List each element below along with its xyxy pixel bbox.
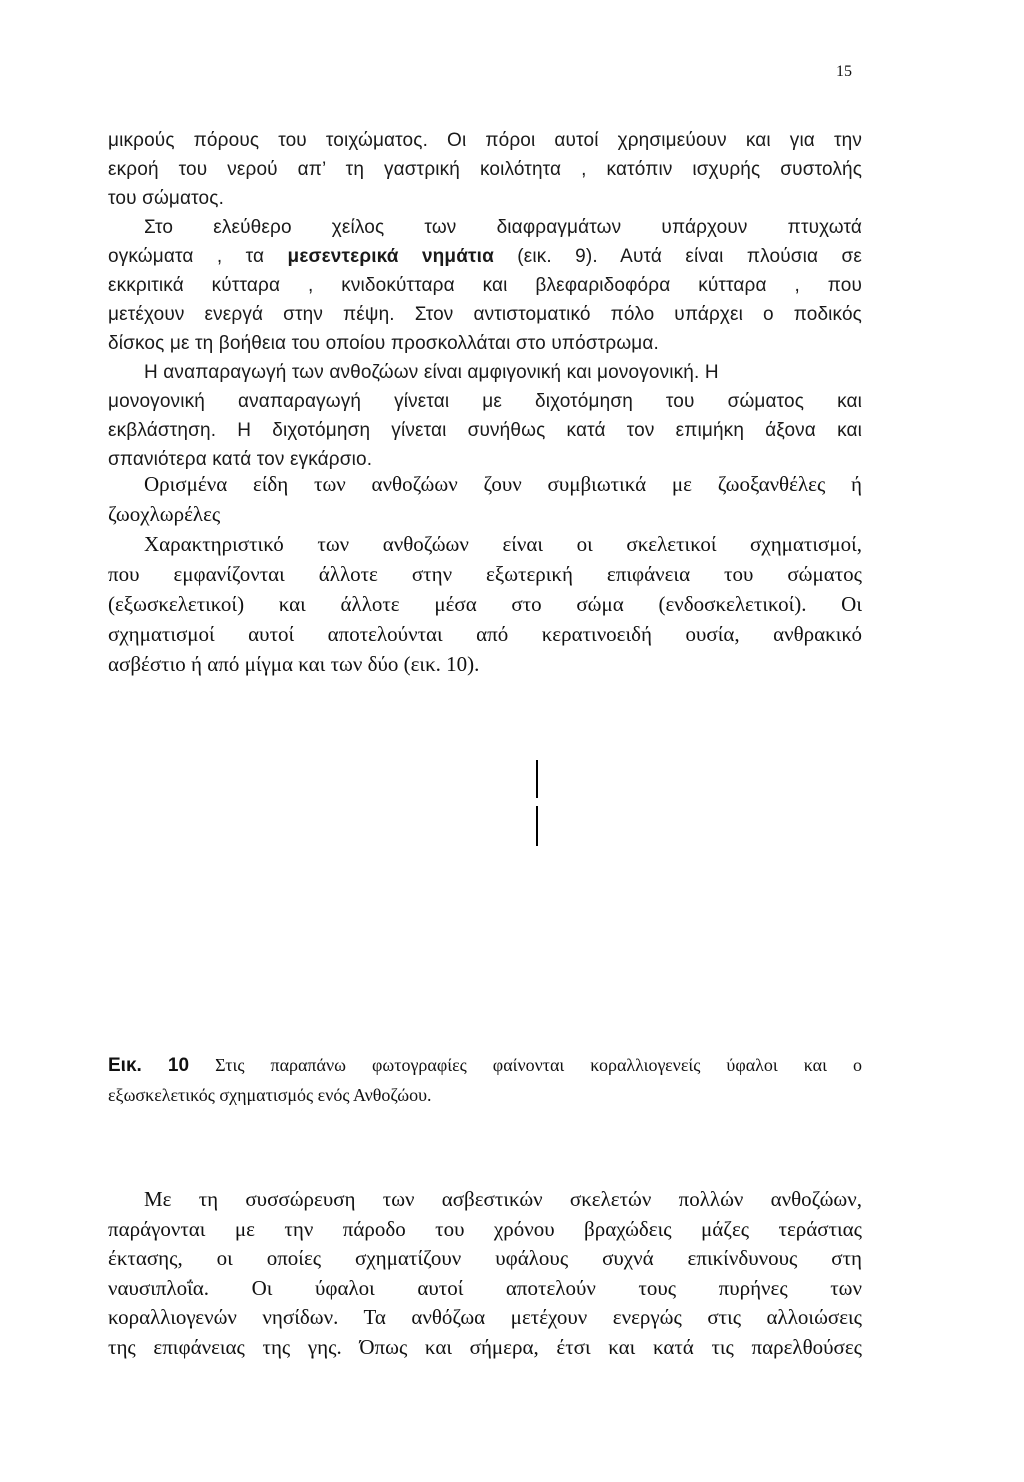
caption-label: Εικ. <box>108 1055 142 1076</box>
text-line-with-bold-term <box>108 242 862 271</box>
text-line: δίσκος με τη βοήθεια του οποίου προσκολλάται στο υπόστρωμα. <box>108 333 659 354</box>
text-line: κοραλλιογενών νησίδων. Τα ανθόζωα μετέχουν ενεργώς στις αλλοιώσεις <box>108 1305 862 1329</box>
text-line: εκκριτικά κύτταρα , κνιδοκύτταρα και βλεφαριδοφόρα κύτταρα , που <box>108 275 862 296</box>
text-fragment: (εικ. 9). Αυτά είναι πλούσια σε <box>493 246 862 267</box>
text-line: έκτασης, οι οποίες σχηματίζουν υφάλους συχνά επικίνδυνους στη <box>108 1246 862 1270</box>
text-line: ναυσιπλοΐα. Οι ύφαλοι αυτοί αποτελούν τους πυρήνες των <box>108 1275 862 1300</box>
text-block-anatomy <box>108 126 862 474</box>
caption-text: Στις παραπάνω φωτογραφίες φαίνονται κοραλλιογενείς ύφαλοι και ο <box>215 1055 863 1075</box>
text-line: (εξωσκελετικοί) και άλλοτε μέσα στο σώμα (ενδοσκελετικοί). Οι <box>108 592 862 616</box>
text-line: εκβλάστηση. Η διχοτόμηση γίνεται συνήθως κατά τον επιμήκη άξονα και <box>108 420 862 441</box>
text-line: Στο ελεύθερο χείλος των διαφραγμάτων υπάρχουν πτυχωτά <box>144 217 862 238</box>
text-line: εκροή του νερού απ’ τη γαστρική κοιλότητα , κατόπιν ισχυρής συστολής <box>108 159 862 180</box>
figure-area <box>108 720 862 1030</box>
text-line: παράγονται με την πάροδο του χρόνου βραχώδεις μάζες τεράστιας <box>108 1216 862 1241</box>
page-number: 15 <box>836 63 852 80</box>
figure-caption <box>108 1050 862 1110</box>
text-line: ζωοχλωρέλες <box>108 502 221 526</box>
text-line: μικρούς πόρους του τοιχώματος. Οι πόροι αυτοί χρησιμεύουν και για την <box>108 130 862 151</box>
text-line: που εμφανίζονται άλλοτε στην εξωτερική επιφάνεια του σώματος <box>108 562 862 586</box>
text-line: Ορισμένα είδη των ανθοζώων ζουν συμβιωτικά με ζωοξανθέλες ή <box>144 472 862 496</box>
text-line: Με τη συσσώρευση των ασβεστικών σκελετών πολλών ανθοζώων, <box>144 1187 862 1211</box>
caption-line: εξωσκελετικός σχηματισμός ενός Ανθοζώου. <box>108 1085 432 1105</box>
text-line: μετέχουν ενεργά στην πέψη. Στον αντιστοματικό πόλο υπάρχει ο ποδικός <box>108 304 862 325</box>
caption-line <box>108 1050 862 1080</box>
text-line: σχηματισμοί αυτοί αποτελούνται από κερατινοειδή ουσία, ανθρακικό <box>108 622 862 646</box>
figure-mark <box>536 760 538 798</box>
figure-mark <box>536 806 538 846</box>
text-line: του σώματος. <box>108 188 225 209</box>
text-line: μονογονική αναπαραγωγή γίνεται με διχοτόμηση του σώματος και <box>108 391 862 412</box>
bold-term: μεσεντερικά νημάτια <box>287 246 494 267</box>
text-block-reefs <box>108 1185 862 1362</box>
text-fragment: ογκώματα , τα <box>108 246 288 267</box>
text-line: Χαρακτηριστικό των ανθοζώων είναι οι σκελετικοί σχηματισμοί, <box>144 532 862 556</box>
caption-number: 10 <box>167 1055 190 1076</box>
text-line: σπανιότερα κατά τον εγκάρσιο. <box>108 449 373 470</box>
text-line: Η αναπαραγωγή των ανθοζώων είναι αμφιγονική και μονογονική. Η <box>144 362 719 383</box>
text-line: ασβέστιο ή από μίγμα και των δύο (εικ. 10). <box>108 652 480 676</box>
text-line: της επιφάνειας της γης. Όπως και σήμερα, έτσι και κατά τις παρελθούσες <box>108 1334 862 1359</box>
text-block-skeleton <box>108 469 862 679</box>
